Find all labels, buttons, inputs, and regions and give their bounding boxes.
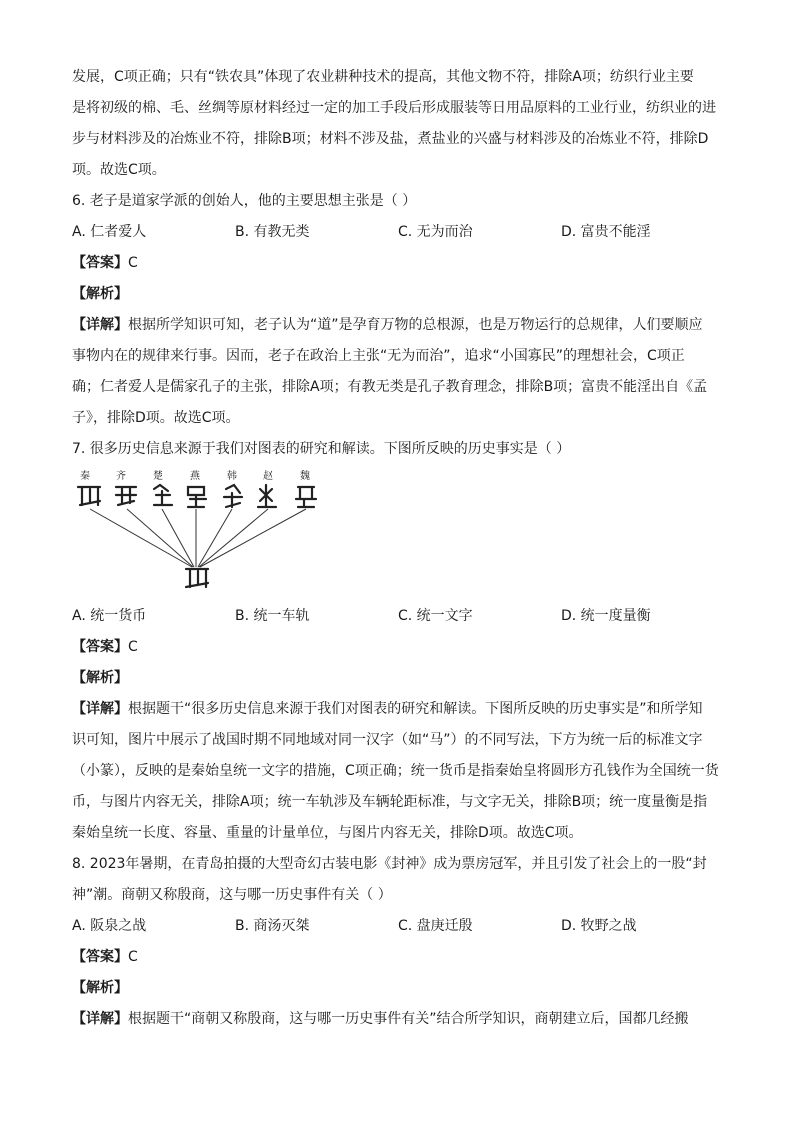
option-c: C. 盘庚迁殷 xyxy=(398,918,473,934)
question-8 xyxy=(72,849,724,1035)
text-line: 步与材料涉及的冶炼业不符，排除B项；材料不涉及盐，煮盐业的兴盛与材料涉及的冶炼业不符，排除D xyxy=(72,131,709,147)
detail-text: 根据所学知识可知，老子认为“道”是孕育万物的总根源，也是万物运行的总规律，人们要顺应 xyxy=(128,317,703,333)
answer-value: C xyxy=(128,639,138,655)
state-label: 燕 xyxy=(190,471,200,482)
options-row xyxy=(72,911,724,942)
glyph-qi-icon xyxy=(116,487,136,505)
option-a: A. 统一货币 xyxy=(72,608,147,624)
detail-line: 事物内在的规律来行事。因而，老子在政治上主张“无为而治”，追求“小国寡民”的理想社会，C项正 xyxy=(72,348,685,364)
answer-value: C xyxy=(128,255,138,271)
detail-text: 根据题干“很多历史信息来源于我们对图表的研究和解读。下图所反映的历史事实是”和所学知 xyxy=(128,701,703,717)
state-label: 韩 xyxy=(227,471,237,482)
analysis-tag: 【解析】 xyxy=(72,286,128,302)
detail-line xyxy=(72,694,724,725)
state-label: 魏 xyxy=(300,471,310,482)
option-d: D. 统一度量衡 xyxy=(561,608,651,624)
option-d: D. 牧野之战 xyxy=(561,918,637,934)
option-d: D. 富贵不能淫 xyxy=(561,224,651,240)
text-line: 是将初级的棉、毛、丝绸等原材料经过一定的加工手段后形成服装等日用品原料的工业行业，纺织业的进 xyxy=(72,100,716,116)
option-b: B. 有教无类 xyxy=(235,224,310,240)
detail-line: 子》，排除D项。故选C项。 xyxy=(72,410,240,426)
option-c: C. 统一文字 xyxy=(398,608,473,624)
detail-line: 秦始皇统一长度、容量、重量的计量单位，与图片内容无关，排除D项。故选C项。 xyxy=(72,825,583,841)
analysis-tag: 【解析】 xyxy=(72,670,128,686)
text-line: 发展，C项正确；只有“铁农具”体现了农业耕种技术的提高，其他文物不符，排除A项；纺织行业主要 xyxy=(72,69,694,85)
detail-line xyxy=(72,1004,724,1035)
question-6 xyxy=(72,186,724,434)
option-a: A. 阪泉之战 xyxy=(72,918,147,934)
analysis-tag: 【解析】 xyxy=(72,980,128,996)
detail-tag: 【详解】 xyxy=(72,317,128,333)
state-label: 楚 xyxy=(153,471,163,482)
glyph-unified-icon xyxy=(186,569,208,587)
question-stem: 神”潮。商朝又称殷商，这与哪一历史事件有关（ ） xyxy=(72,887,392,903)
character-evolution-figure xyxy=(72,467,332,595)
answer-tag: 【答案】 xyxy=(72,639,128,655)
detail-tag: 【详解】 xyxy=(72,701,128,717)
glyph-yan-icon xyxy=(188,487,206,507)
previous-answer-continuation xyxy=(72,62,724,186)
glyph-zhao-icon xyxy=(258,485,276,507)
detail-line: 确；仁者爱人是儒家孔子的主张，排除A项；有教无类是孔子教育理念，排除B项；富贵不能淫出自《孟 xyxy=(72,379,708,395)
glyph-wei-icon xyxy=(296,487,316,507)
document-page xyxy=(72,62,724,1035)
state-label: 赵 xyxy=(263,471,273,482)
question-stem: 7. 很多历史信息来源于我们对图表的研究和解读。下图所反映的历史事实是（ ） xyxy=(72,441,571,457)
detail-line: 识可知，图片中展示了战国时期不同地域对同一汉字（如“马”）的不同写法，下方为统一后的标准文字 xyxy=(72,732,703,748)
glyph-qin-icon xyxy=(78,487,100,505)
answer-value: C xyxy=(128,949,138,965)
answer-tag: 【答案】 xyxy=(72,255,128,271)
figure-lines xyxy=(72,467,332,595)
detail-text: 根据题干“商朝又称殷商，这与哪一历史事件有关”结合所学知识，商朝建立后，国都几经搬 xyxy=(128,1011,689,1027)
answer-line xyxy=(72,942,724,973)
answer-line xyxy=(72,632,724,663)
glyph-chu-icon xyxy=(154,485,172,505)
glyph-han-icon xyxy=(224,485,242,507)
state-label: 秦 xyxy=(80,471,90,482)
option-b: B. 统一车轨 xyxy=(235,608,310,624)
detail-tag: 【详解】 xyxy=(72,1011,128,1027)
detail-line: 币，与图片内容无关，排除A项；统一车轨涉及车辆轮距标准，与文字无关，排除B项；统一度量衡是指 xyxy=(72,794,708,810)
answer-line xyxy=(72,248,724,279)
option-b: B. 商汤灭桀 xyxy=(235,918,310,934)
detail-line: （小篆），反映的是秦始皇统一文字的措施，C项正确；统一货币是指秦始皇将圆形方孔钱作为全国统一货 xyxy=(72,763,719,779)
state-label: 齐 xyxy=(116,471,126,482)
options-row xyxy=(72,601,724,632)
text-line: 项。故选C项。 xyxy=(72,162,166,178)
question-stem: 8. 2023年暑期，在青岛拍摄的大型奇幻古装电影《封神》成为票房冠军，并且引发了社会上的一股“封 xyxy=(72,856,707,872)
options-row xyxy=(72,217,724,248)
option-c: C. 无为而治 xyxy=(398,224,473,240)
detail-line xyxy=(72,310,724,341)
answer-tag: 【答案】 xyxy=(72,949,128,965)
question-stem: 6. 老子是道家学派的创始人，他的主要思想主张是（ ） xyxy=(72,193,417,209)
option-a: A. 仁者爱人 xyxy=(72,224,147,240)
question-7 xyxy=(72,434,724,849)
